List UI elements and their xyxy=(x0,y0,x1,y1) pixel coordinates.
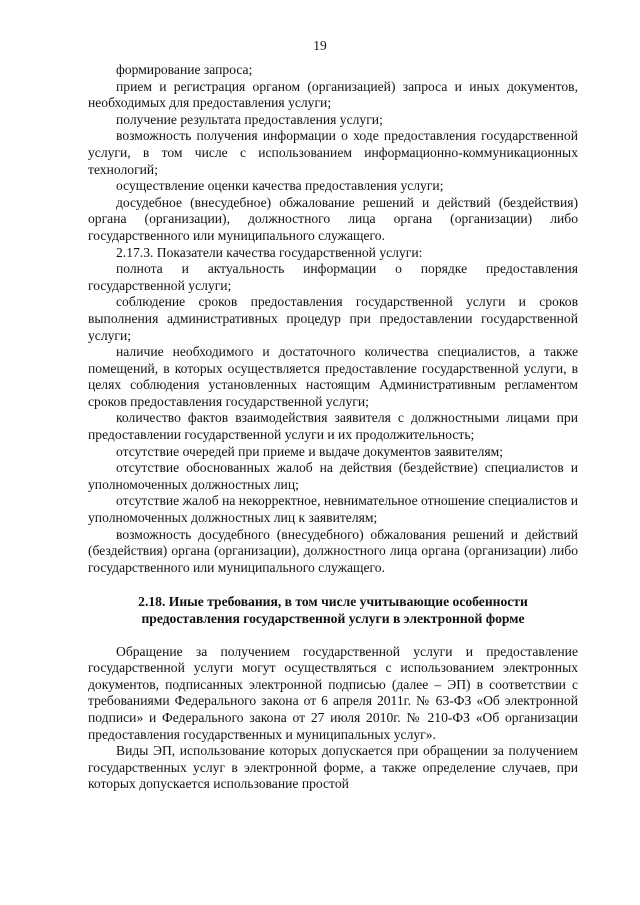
paragraph: формирование запроса; xyxy=(116,62,253,77)
section-heading-line: предоставления государственной услуги в электронной форме xyxy=(141,611,525,626)
paragraph: 2.17.3. Показатели качества государственной услуги: xyxy=(116,244,423,260)
paragraph: Виды ЭП, использование которых допускается при обращении за получением государственных услуг в электронной форме, а также определение случаев, при которых допускается использование простой xyxy=(88,743,578,792)
paragraph: отсутствие обоснованных жалоб на действия (бездействие) специалистов и уполномоченных должностных лиц; xyxy=(88,460,578,492)
paragraph: получение результата предоставления услуги; xyxy=(116,111,383,127)
paragraph: наличие необходимого и достаточного количества специалистов, а также помещений, в которых осуществляется предоставление государственной услуги, в целях соблюдения установленных настоящим Административным регламентом сроков предоставления государственной услуги; xyxy=(88,344,578,409)
paragraph: соблюдение сроков предоставления государственной услуги и сроков выполнения административных процедур при предоставлении государственной услуги; xyxy=(88,294,578,343)
paragraph: отсутствие жалоб на некорректное, невнимательное отношение специалистов и уполномоченных должностных лиц к заявителям; xyxy=(88,493,578,526)
page-number: 19 xyxy=(313,38,327,53)
paragraph: количество фактов взаимодействия заявителя с должностными лицами при предоставлении государственной услуги и их продолжительность; xyxy=(88,410,578,443)
paragraphs-after xyxy=(88,644,578,793)
document-body xyxy=(88,62,578,793)
section-heading xyxy=(88,594,578,627)
paragraph: досудебное (внесудебное) обжалование решений и действий (бездействия) органа (организации), должностного лица органа (организации) либо государственного или муниципального служащего. xyxy=(88,194,578,243)
paragraph: осуществление оценки качества предоставления услуги; xyxy=(116,178,444,194)
paragraph: полнота и актуальность информации о порядке предоставления государственной услуги; xyxy=(88,261,578,293)
paragraph: возможность получения информации о ходе предоставления государственной услуги, в том числе с использованием информационно-коммуникационных технологий; xyxy=(88,128,578,177)
paragraphs-before xyxy=(88,62,578,576)
paragraph: отсутствие очередей при приеме и выдаче документов заявителям; xyxy=(116,443,503,459)
paragraph: возможность досудебного (внесудебного) обжалования решений и действий (бездействия) органа (организации), должностного лица органа (организации) либо государственного или муниципального служащего. xyxy=(88,526,578,575)
paragraph: Обращение за получением государственной услуги и предоставление государственной услуги могут осуществляться с использованием электронных документов, подписанных электронной подписью (далее – ЭП) в соответствии с требованиями Федерального закона от 6 апреля 2011г. № 63-ФЗ «Об электронной подписи» и Федерального закона от 27 июля 2010г. № 210-ФЗ «Об организации предоставления государственных и муниципальных услуг». xyxy=(88,643,578,742)
paragraph: прием и регистрация органом (организацией) запроса и иных документов, необходимых для предоставления услуги; xyxy=(88,78,578,111)
section-heading-line: 2.18. Иные требования, в том числе учитывающие особенности xyxy=(138,594,528,610)
